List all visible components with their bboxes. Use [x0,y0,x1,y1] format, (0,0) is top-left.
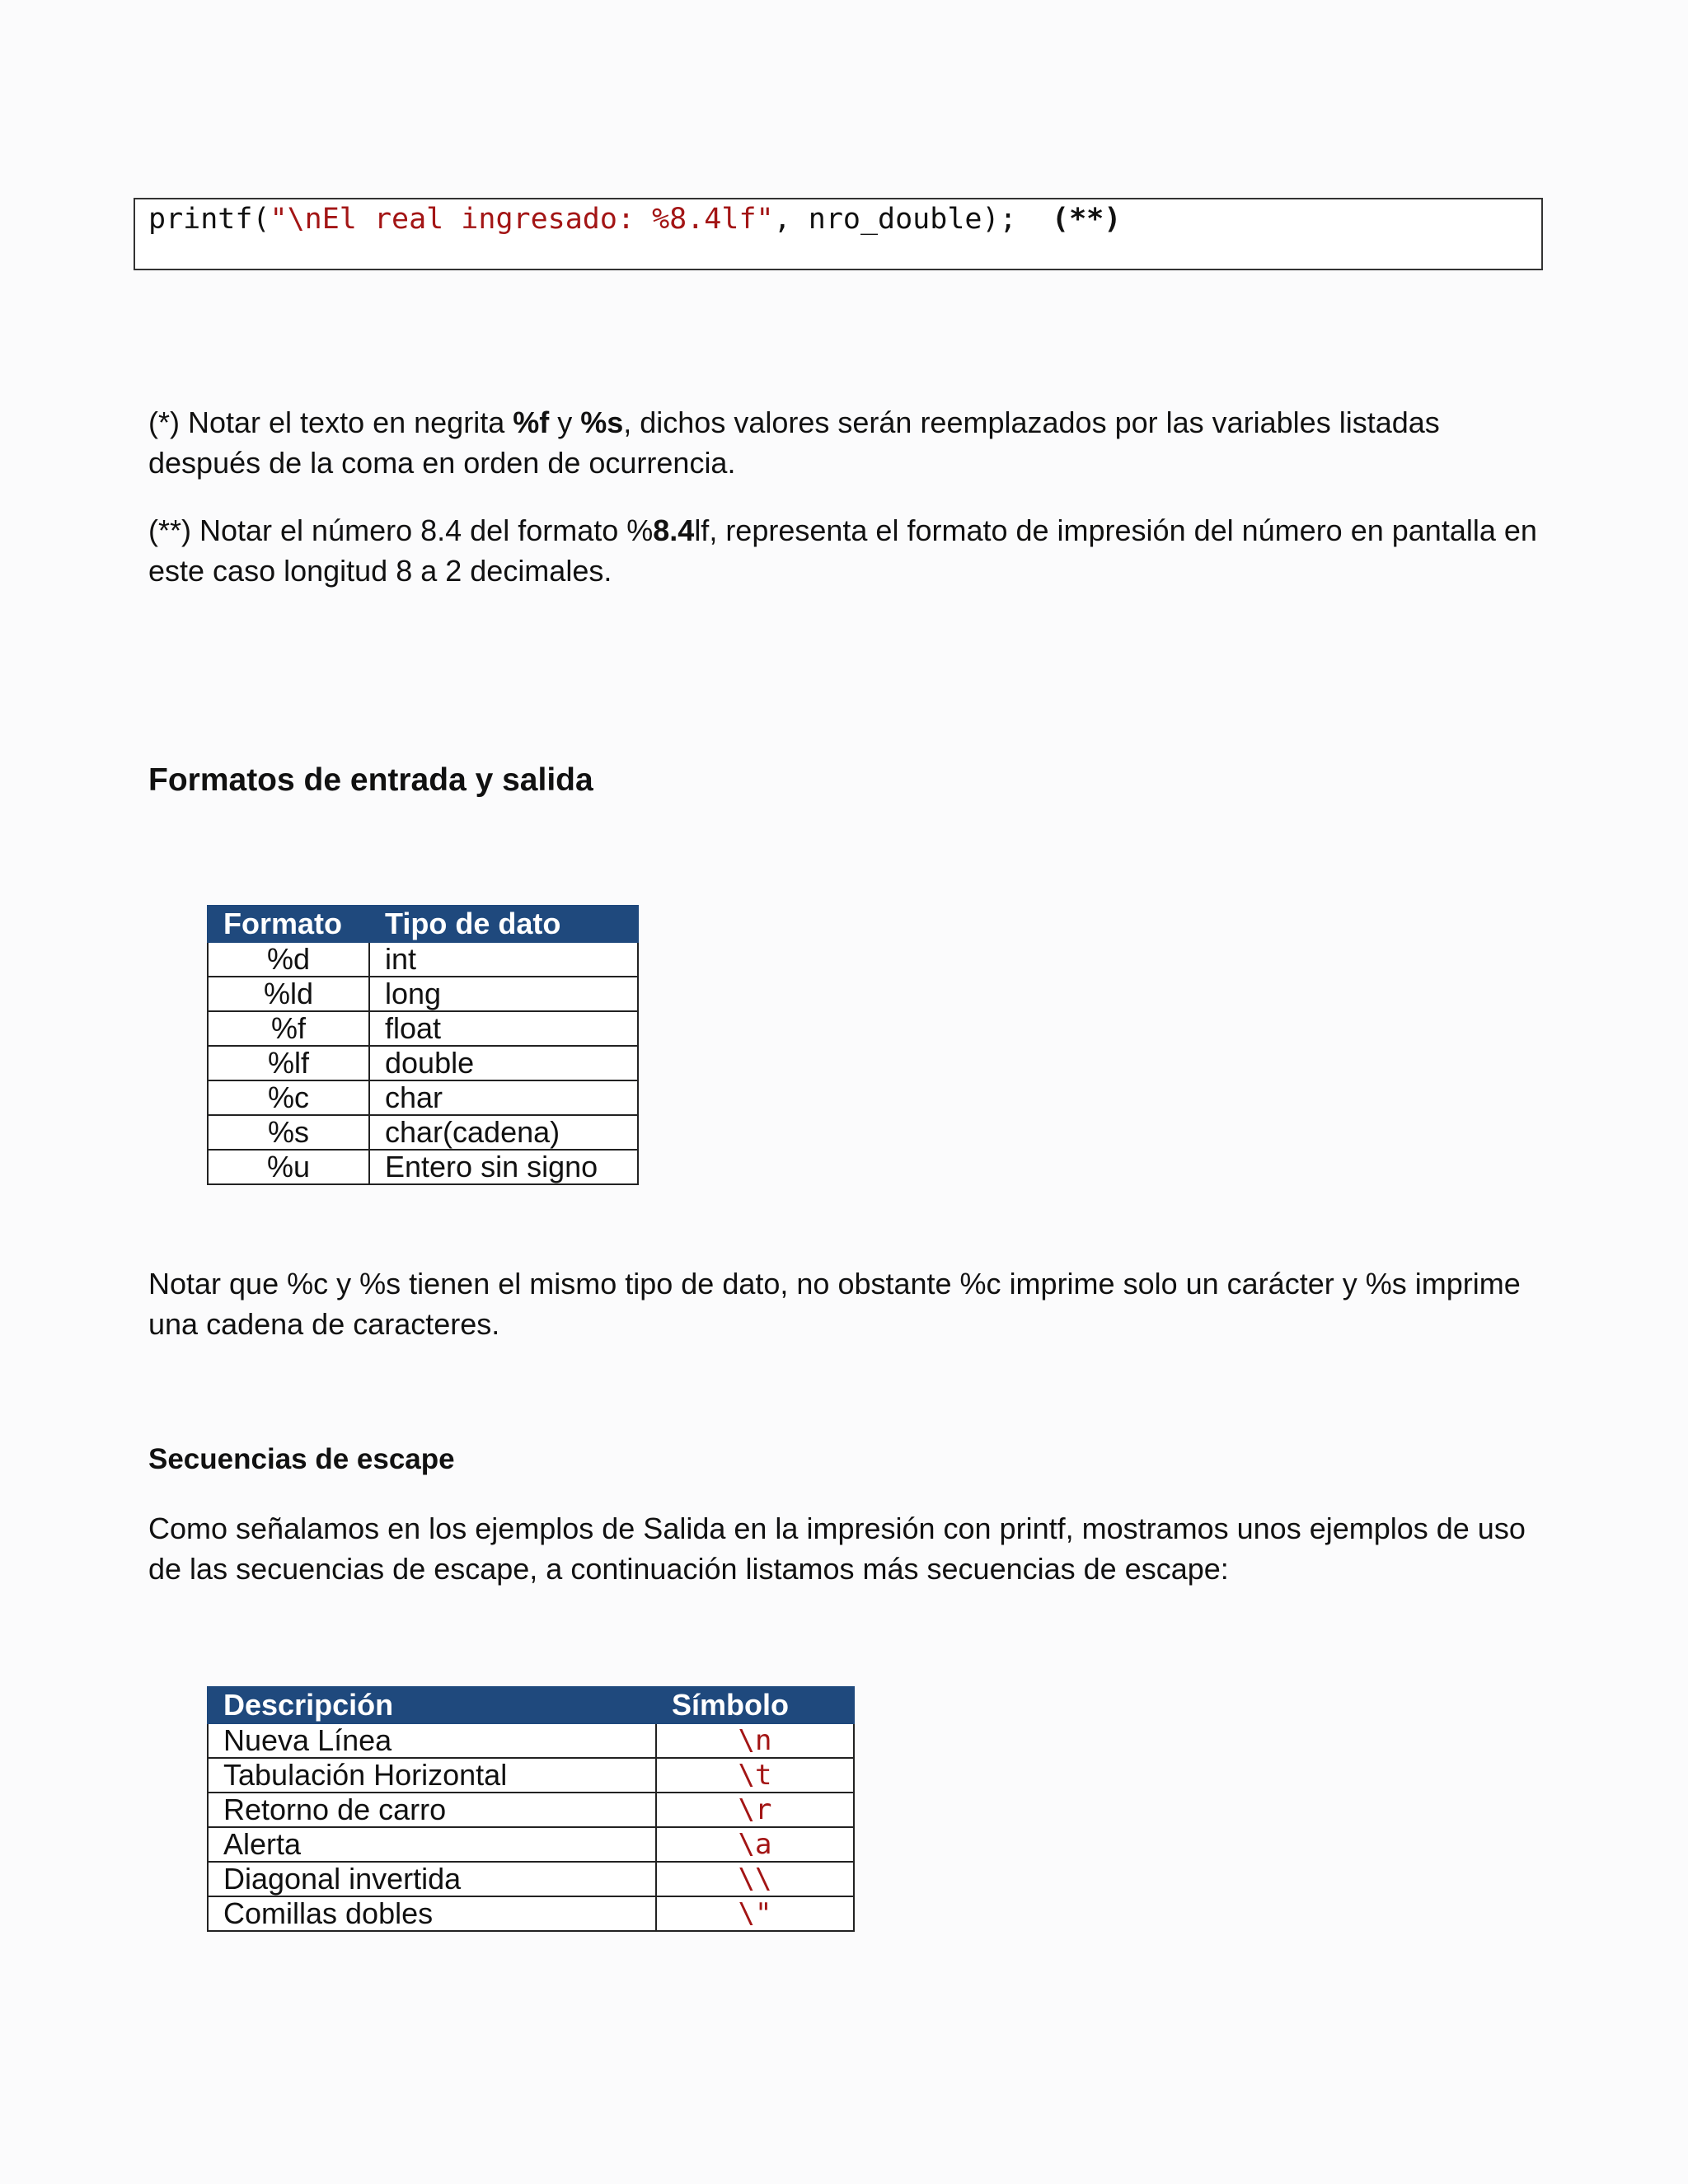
description-cell: Retorno de carro [208,1793,656,1827]
table-row [208,977,638,1011]
code-block [134,198,1543,270]
symbol-cell: \r [656,1793,854,1827]
column-header-data-type: Tipo de dato [369,906,638,942]
table-row [208,1758,854,1793]
description-cell: Comillas dobles [208,1896,656,1931]
column-header-symbol: Símbolo [656,1687,854,1723]
table-row [208,942,638,977]
table-row [208,1080,638,1115]
section-title-escape: Secuencias de escape [148,1443,455,1475]
escape-sequences-table [207,1686,855,1932]
description-cell: Tabulación Horizontal [208,1758,656,1793]
code-marker: (**) [1052,203,1122,236]
symbol-cell: \\ [656,1862,854,1896]
symbol-cell: \n [656,1723,854,1758]
note1-text-a: (*) Notar el texto en negrita [148,405,513,439]
note2-bold-a: 8.4 [653,513,695,547]
table-row [208,1011,638,1046]
code-line [148,199,1017,239]
type-cell: char(cadena) [369,1115,638,1150]
table-header-row [208,906,638,942]
description-cell: Nueva Línea [208,1723,656,1758]
table-row [208,1150,638,1184]
note-char-vs-string: Notar que %c y %s tienen el mismo tipo de dato, no obstante %c imprime solo un carácter y %s imprime una cadena de caracteres. [148,1267,1521,1341]
type-cell: Entero sin signo [369,1150,638,1184]
type-cell: int [369,942,638,977]
escape-intro: Como señalamos en los ejemplos de Salida en la impresión con printf, mostramos unos ejemplos de uso de las secuencias de escape, a continuación listamos más secuencias de escape: [148,1511,1526,1586]
note1-text-b: y [549,405,581,439]
symbol-cell: \" [656,1896,854,1931]
column-header-format: Formato [208,906,369,942]
note1-bold-b: %s [580,405,624,439]
format-cell: %u [208,1150,369,1184]
table-row [208,1896,854,1931]
note1-text-c: , dichos valores serán reemplazados por las variables listadas después de la coma en orden de ocurrencia. [148,405,1440,480]
type-cell: double [369,1046,638,1080]
type-cell: long [369,977,638,1011]
description-cell: Diagonal invertida [208,1862,656,1896]
table-row [208,1862,854,1896]
note2-text-b: lf, representa el formato de impresión del número en pantalla en este caso longitud 8 a 2 decimales. [148,513,1537,588]
formats-table [207,905,639,1185]
table-row [208,1046,638,1080]
code-suffix: , nro_double); [773,203,1017,236]
table-header-row [208,1687,854,1723]
table-row [208,1115,638,1150]
column-header-description: Descripción [208,1687,656,1723]
note-bold-formats [148,402,1550,483]
symbol-cell: \a [656,1827,854,1862]
note2-text-a: (**) Notar el número 8.4 del formato % [148,513,654,547]
symbol-cell: \t [656,1758,854,1793]
format-cell: %d [208,942,369,977]
table-row [208,1827,854,1862]
section-title-formats: Formatos de entrada y salida [148,762,593,798]
note-number-format [148,510,1550,591]
format-cell: %ld [208,977,369,1011]
format-cell: %f [208,1011,369,1046]
format-cell: %lf [208,1046,369,1080]
format-cell: %s [208,1115,369,1150]
description-cell: Alerta [208,1827,656,1862]
note1-bold-a: %f [513,405,550,439]
code-prefix: printf( [148,203,270,236]
table-row [208,1723,854,1758]
type-cell: float [369,1011,638,1046]
table-row [208,1793,854,1827]
code-string-literal: "\nEl real ingresado: %8.4lf" [270,203,774,236]
format-cell: %c [208,1080,369,1115]
type-cell: char [369,1080,638,1115]
